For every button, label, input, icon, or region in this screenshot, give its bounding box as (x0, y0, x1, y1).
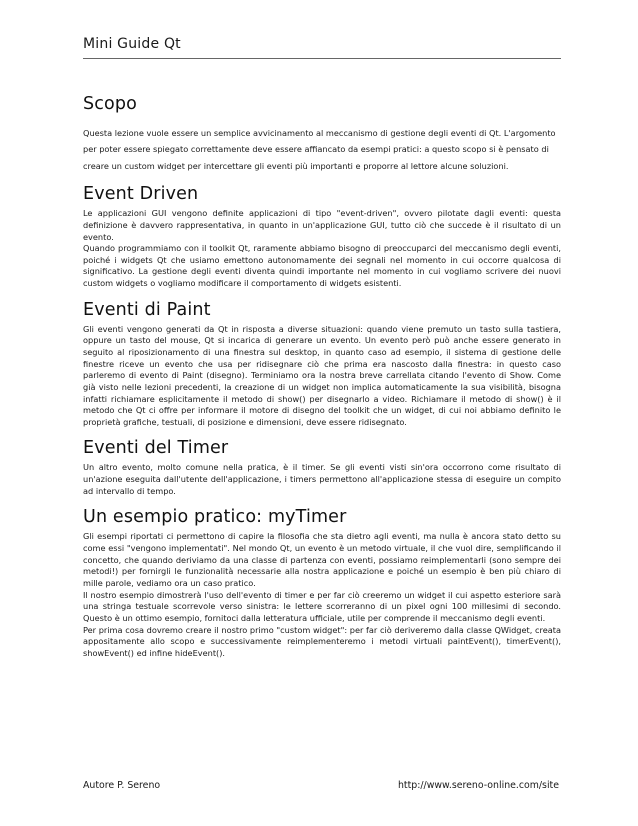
section-esempio-pratico (83, 507, 561, 659)
section-heading: Scopo (83, 94, 138, 114)
section-eventi-di-paint (83, 300, 561, 429)
section-eventi-del-timer (83, 438, 561, 497)
paragraph: Questa lezione vuole essere un semplice avvicinamento al meccanismo di gestione degli eventi di Qt. L'argomento per poter essere spiegato correttamente deve essere affiancato da esempi pratici: a questo scopo si è pensato di creare un custom widget per intercettare gli eventi più importanti e proporre al lettore alcune soluzioni. (83, 128, 556, 171)
section-scopo (83, 94, 561, 174)
section-event-driven (83, 184, 561, 289)
paragraph: Gli eventi vengono generati da Qt in risposta a diverse situazioni: quando viene premuto un tasto sulla tastiera, oppure un tasto del mouse, Qt si incarica di generare un evento. Un evento però può anche essere generato in seguito al riposizionamento di una finestra sul desktop, in quanto caso ad esempio, il sistema di gestione delle finestre riceve un evento che usa per ridisegnare ciò che prima era nascosto dalla finestra: in questo caso parleremo di evento di Paint (disegno). Terminiamo ora la nostra breve carrellata citando l'evento di Show. Come già visto nelle lezioni precedenti, la creazione di un widget non implica automaticamente la sua visibilità, bisogna infatti richiamare esplicitamente il metodo di show() per disegnarlo a video. Richiamare il metodo di show() è il metodo che Qt ci offre per informare il motore di disegno del toolkit che un widget, di cui noi abbiamo definito le proprietà grafiche, testuali, di posizione e dimensioni, deve essere ridisegnato. (83, 323, 561, 427)
section-heading: Un esempio pratico: myTimer (83, 507, 347, 528)
footer-author: Autore P. Sereno (83, 780, 161, 791)
section-heading: Eventi di Paint (83, 299, 211, 320)
paragraph: Un altro evento, molto comune nella pratica, è il timer. Se gli eventi visti sin'ora occorrono come risultato di un'azione eseguita dall'utente dell'applicazione, i timers permettono all'applicazione stessa di eseguire un compito ad intervallo di tempo. (83, 462, 561, 496)
page-header-title: Mini Guide Qt (83, 36, 181, 52)
paragraph: Gli esempi riportati ci permettono di capire la filosofia che sta dietro agli eventi, ma nulla è ancora stato detto su come essi "vengono implementati". Nel mondo Qt, un evento è un metodo virtuale, il che vuol dire, semplificando il concetto, che quando deriviamo da una classe di partenza con eventi, possiamo reimplementarli (sono sempre dei metodi!) per fornirgli le funzionalità necessarie alla nostra applicazione e poiché un esempio è ben più chiaro di mille parole, vediamo ora un caso pratico. (83, 531, 561, 588)
document-body (83, 94, 561, 669)
paragraph: Le applicazioni GUI vengono definite applicazioni di tipo "event-driven", ovvero pilotate dagli eventi: questa definizione è davvero rappresentativa, in quanto in un'applicazione GUI, tutto ciò che succede è il risultato di un evento. (83, 208, 561, 242)
section-heading: Event Driven (83, 184, 199, 205)
header-divider (83, 58, 561, 59)
paragraph: Il nostro esempio dimostrerà l'uso dell'evento di timer e per far ciò creeremo un widget il cui aspetto esteriore sarà una stringa testuale scorrevole verso sinistra: le lettere scorreranno di un pixel ogni 100 millesimi di secondo. Questo è un ottimo esempio, fornitoci dalla letteratura ufficiale, utile per comprende il meccanismo degli eventi. (83, 589, 561, 623)
paragraph: Per prima cosa dovremo creare il nostro primo "custom widget": per far ciò deriveremo dalla classe QWidget, creata appositamente allo scopo e successivamente reimplementeremo i metodi virtuali paintEvent(), timerEvent(), showEvent() ed infine hideEvent(). (83, 624, 561, 658)
section-heading: Eventi del Timer (83, 438, 229, 459)
paragraph: Quando programmiamo con il toolkit Qt, raramente abbiamo bisogno di preoccuparci del meccanismo degli eventi, poiché i widgets Qt che usiamo emettono autonomamente dei segnali nel momento in cui occorre qualcosa di significativo. La gestione degli eventi diventa quindi importante nel momento in cui vogliamo scrivere dei nuovi custom widgets o vogliamo modificare il comportamento di widgets esistenti. (83, 243, 561, 289)
footer-url-link[interactable]: http://www.sereno-online.com/site (397, 780, 559, 791)
